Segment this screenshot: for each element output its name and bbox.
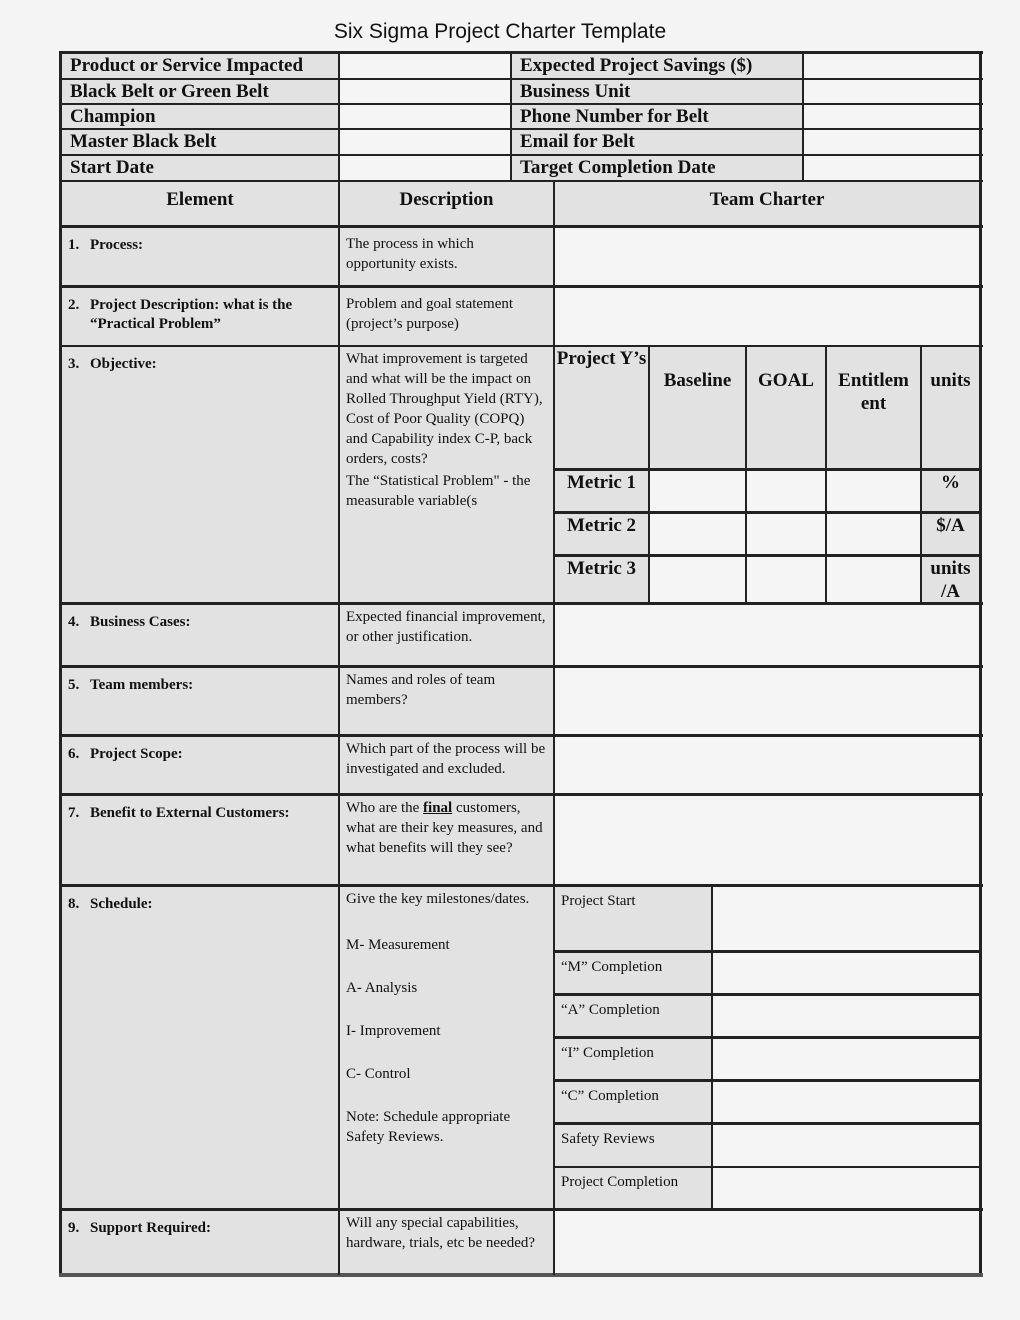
divider [59, 225, 983, 228]
page-title: Six Sigma Project Charter Template [333, 20, 667, 43]
milestone-i-completion-field[interactable] [713, 1039, 979, 1079]
divider [555, 468, 979, 471]
milestone-safety-reviews-label: Safety Reviews [555, 1125, 711, 1166]
emphasis-final: final [423, 800, 453, 816]
phase-improvement: I- Improvement [346, 1023, 441, 1039]
team-charter-support-required-field[interactable] [555, 1211, 979, 1273]
label-phone-number: Phone Number for Belt [512, 105, 802, 129]
metric-2-units: $/A [922, 514, 979, 554]
label-email: Email for Belt [512, 130, 802, 154]
divider [59, 51, 62, 1276]
column-header-description: Description [340, 182, 553, 225]
label-belt: Black Belt or Green Belt [62, 80, 338, 104]
expected-savings-field[interactable] [804, 54, 980, 78]
description-objective: What improvement is targeted and what will be the impact on Rolled Throughput Yield (RTY), Cost of Poor Quality (COPQ) and Capability index C-P, back orders, costs? The “Statistical Problem" - the measurable variable(s [340, 347, 553, 602]
team-charter-project-scope-field[interactable] [555, 737, 979, 793]
milestone-m-completion-label: “M” Completion [555, 953, 711, 993]
metric-1-units: % [922, 471, 979, 511]
element-objective: 3. Objective: [62, 347, 338, 602]
label-start-date: Start Date [62, 156, 338, 180]
element-benefit-external-customers: 7. Benefit to External Customers: [62, 796, 338, 884]
divider [59, 51, 983, 54]
divider [59, 103, 983, 105]
team-charter-process-field[interactable] [555, 228, 979, 285]
metrics-header-units: units [922, 347, 979, 468]
metric-2-label: Metric 2 [555, 514, 648, 554]
metric-3-units: units /A [922, 557, 979, 602]
divider [555, 511, 979, 514]
metrics-header-entitlement: Entitlem ent [827, 347, 920, 468]
divider [825, 347, 827, 602]
divider [510, 51, 512, 182]
description-project-scope: Which part of the process will be investigated and excluded. [340, 737, 553, 793]
divider [802, 51, 804, 182]
divider [59, 884, 983, 887]
team-charter-team-members-field[interactable] [555, 668, 979, 734]
divider [59, 793, 983, 796]
divider [59, 734, 983, 737]
label-expected-savings: Expected Project Savings ($) [512, 54, 802, 78]
team-charter-business-cases-field[interactable] [555, 605, 979, 665]
description-business-cases: Expected financial improvement, or other justification. [340, 605, 553, 665]
milestone-m-completion-field[interactable] [713, 953, 979, 993]
milestone-project-start-field[interactable] [713, 887, 979, 950]
divider [59, 1208, 983, 1211]
divider [555, 993, 979, 996]
milestone-c-completion-field[interactable] [713, 1082, 979, 1122]
metric-3-entitlement-field[interactable] [827, 557, 920, 602]
milestone-a-completion-field[interactable] [713, 996, 979, 1036]
belt-field[interactable] [340, 80, 510, 104]
email-field[interactable] [804, 130, 980, 154]
metric-1-baseline-field[interactable] [650, 471, 745, 511]
master-black-belt-field[interactable] [340, 130, 510, 154]
milestone-project-completion-field[interactable] [713, 1168, 979, 1208]
metric-3-baseline-field[interactable] [650, 557, 745, 602]
divider [555, 1122, 979, 1125]
column-header-team-charter: Team Charter [555, 182, 979, 225]
metric-3-goal-field[interactable] [747, 557, 825, 602]
team-charter-project-description-field[interactable] [555, 288, 979, 345]
milestone-project-completion-label: Project Completion [555, 1168, 711, 1208]
business-unit-field[interactable] [804, 80, 980, 104]
metric-2-baseline-field[interactable] [650, 514, 745, 554]
team-charter-benefit-field[interactable] [555, 796, 979, 884]
schedule-note: Note: Schedule appropriate Safety Reviews. [346, 1109, 511, 1145]
divider [59, 78, 983, 80]
label-product-or-service: Product or Service Impacted [62, 54, 338, 78]
column-header-element: Element [62, 182, 338, 225]
divider [555, 1079, 979, 1082]
champion-field[interactable] [340, 105, 510, 129]
description-team-members: Names and roles of team members? [340, 668, 553, 734]
label-business-unit: Business Unit [512, 80, 802, 104]
description-support-required: Will any special capabilities, hardware, trials, etc be needed? [340, 1211, 553, 1273]
label-target-completion: Target Completion Date [512, 156, 802, 180]
metric-1-goal-field[interactable] [747, 471, 825, 511]
element-project-scope: 6. Project Scope: [62, 737, 338, 793]
divider [648, 347, 650, 602]
phase-analysis: A- Analysis [346, 980, 418, 996]
phone-number-field[interactable] [804, 105, 980, 129]
divider [59, 665, 983, 668]
label-champion: Champion [62, 105, 338, 129]
divider [59, 180, 983, 182]
milestone-safety-reviews-field[interactable] [713, 1125, 979, 1166]
element-team-members: 5. Team members: [62, 668, 338, 734]
metric-2-entitlement-field[interactable] [827, 514, 920, 554]
description-project-description: Problem and goal statement (project’s purpose) [340, 288, 553, 345]
metric-1-label: Metric 1 [555, 471, 648, 511]
metrics-header-goal: GOAL [747, 347, 825, 468]
divider [59, 345, 983, 347]
metric-2-goal-field[interactable] [747, 514, 825, 554]
element-project-description: 2. Project Description: what is the “Practical Problem” [62, 288, 338, 345]
divider [920, 347, 922, 602]
milestone-a-completion-label: “A” Completion [555, 996, 711, 1036]
divider [59, 285, 983, 288]
description-process: The process in which opportunity exists. [340, 228, 553, 285]
element-schedule: 8. Schedule: [62, 887, 338, 1208]
divider [555, 1166, 979, 1168]
description-schedule: Give the key milestones/dates. M- Measurement A- Analysis I- Improvement C- Control Note: Schedule appropriate Safety Reviews. [340, 887, 553, 1208]
element-business-cases: 4. Business Cases: [62, 605, 338, 665]
divider [555, 950, 979, 953]
divider [59, 1273, 983, 1277]
divider [59, 602, 983, 605]
element-process: 1. Process: [62, 228, 338, 285]
metric-3-label: Metric 3 [555, 557, 648, 602]
milestone-project-start-label: Project Start [555, 887, 711, 950]
start-date-field[interactable] [340, 156, 510, 180]
milestone-c-completion-label: “C” Completion [555, 1082, 711, 1122]
label-master-black-belt: Master Black Belt [62, 130, 338, 154]
phase-measurement: M- Measurement [346, 937, 450, 953]
divider [711, 887, 713, 1208]
divider [745, 347, 747, 602]
divider [59, 128, 983, 130]
product-or-service-field[interactable] [340, 54, 510, 78]
divider [59, 154, 983, 156]
metrics-header-project-ys: Project Y’s [555, 347, 648, 468]
divider [338, 51, 340, 182]
milestone-i-completion-label: “I” Completion [555, 1039, 711, 1079]
divider [555, 1036, 979, 1039]
divider [979, 51, 982, 1276]
element-support-required: 9. Support Required: [62, 1211, 338, 1273]
divider [555, 554, 979, 557]
target-completion-field[interactable] [804, 156, 980, 180]
metric-1-entitlement-field[interactable] [827, 471, 920, 511]
description-benefit-external-customers: Who are the final customers, what are their key measures, and what benefits will they see? [340, 796, 553, 884]
metrics-header-baseline: Baseline [650, 347, 745, 468]
phase-control: C- Control [346, 1066, 411, 1082]
